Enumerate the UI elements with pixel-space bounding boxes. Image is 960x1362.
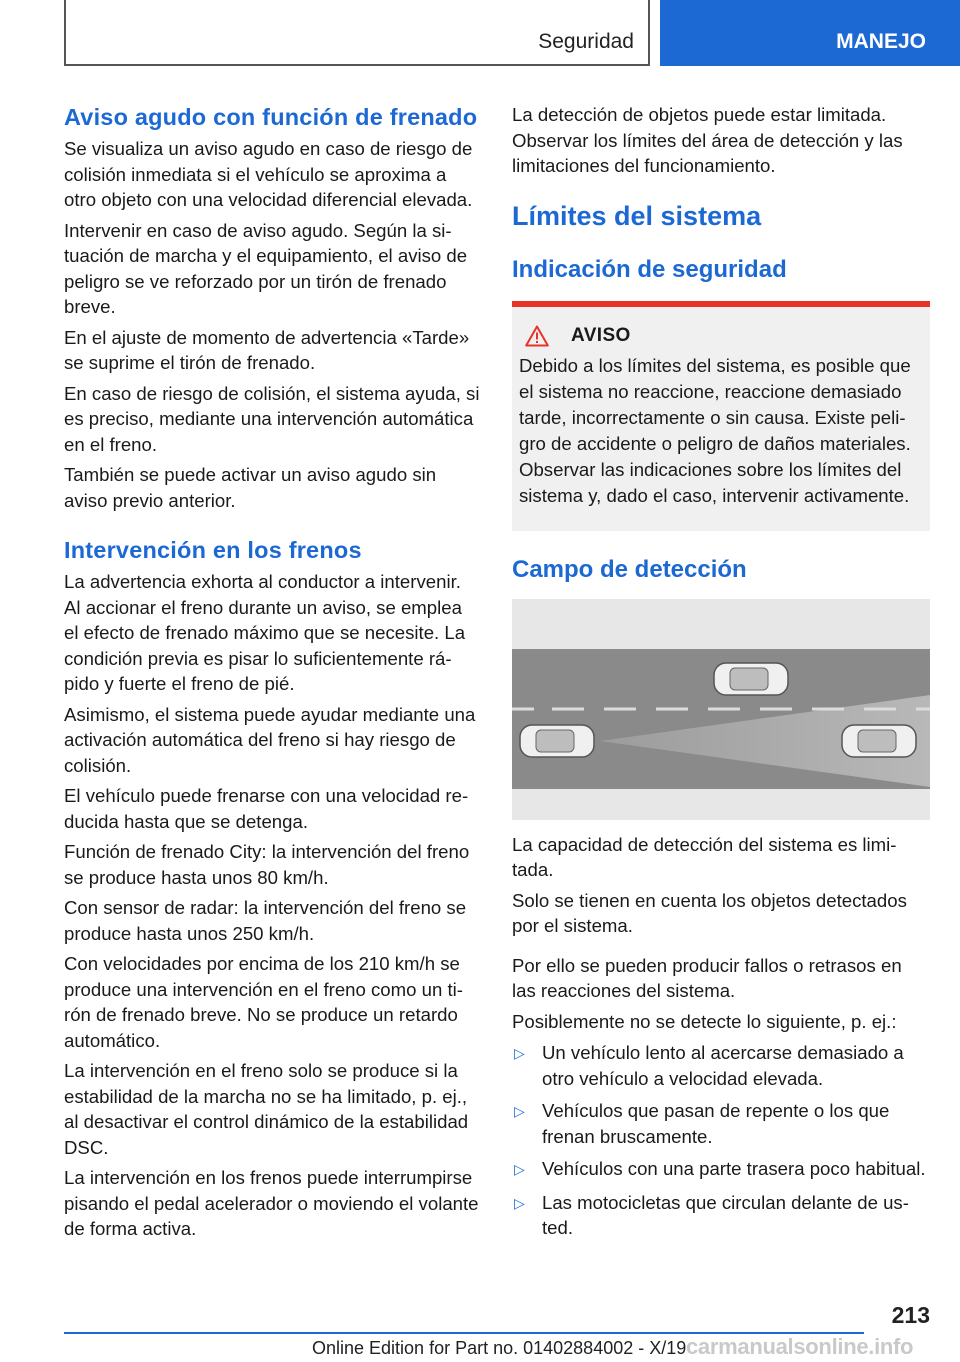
heading-safety-note: Indicación de seguridad [512, 255, 787, 283]
list-item-text: Las motocicletas que circulan delante de usted. [542, 1191, 909, 1238]
warning-triangle-icon [525, 325, 549, 347]
heading-acute-warning: Aviso agudo con función de frenado [64, 104, 478, 130]
undetected-objects-list [512, 1040, 930, 1241]
paragraph: Asimismo, el sistema puede ayudar mediante una activación automática del freno si hay riesgo de colisión. [64, 703, 476, 776]
paragraph: El vehículo puede frenarse con una velocidad reducida hasta que se detenga. [64, 785, 469, 832]
warning-header [519, 325, 922, 347]
warning-title: AVISO [571, 324, 631, 346]
paragraph: La advertencia exhorta al conductor a intervenir. Al accionar el freno durante un aviso, se emplea el efecto de frenado máximo que se necesite. La condición previa es pisar lo suficientemente rápido y fuerte el freno de pié. [64, 571, 466, 694]
warning-box [512, 301, 930, 531]
paragraph: Posiblemente no se detecte lo siguiente, p. ej.: [512, 1010, 897, 1032]
paragraph: En el ajuste de momento de advertencia «Tarde» se suprime el tirón de frenado. [64, 326, 470, 373]
paragraph: Función de frenado City: la intervención del freno se produce hasta unos 80 km/h. [64, 841, 470, 888]
paragraph: La intervención en el freno solo se produce si la estabilidad de la marcha no se ha limitado, p. ej., al desactivar el control dinámico de la estabilidad DSC. [64, 1060, 469, 1158]
car-own [520, 725, 594, 757]
car-front-left-lane [714, 663, 788, 695]
header-chapter-label: MANEJO [836, 30, 926, 53]
header-section-title: Seguridad [538, 30, 634, 53]
paragraph: También se puede activar un aviso agudo sin aviso previo anterior. [64, 464, 437, 511]
footer-edition: Online Edition for Part no. 01402884002 - X/19 [312, 1338, 687, 1358]
list-item [512, 1156, 930, 1183]
left-column [64, 102, 480, 1247]
car-front-same-lane [842, 725, 916, 757]
intro-paragraph: La detección de objetos puede estar limitada. Observar los límites del área de detección y las limitaciones del funcionamiento. [512, 104, 903, 176]
paragraph: Solo se tienen en cuenta los objetos detectados por el sistema. [512, 889, 907, 936]
bullet-triangle-icon: ▷ [514, 1045, 525, 1061]
heading-system-limits: Límites del sistema [512, 200, 762, 231]
paragraph: Con sensor de radar: la intervención del freno se produce hasta unos 250 km/h. [64, 897, 467, 944]
heading-detection-field: Campo de detección [512, 555, 747, 583]
page-number: 213 [891, 1302, 930, 1328]
paragraph: Con velocidades por encima de los 210 km/h se produce una intervención en el freno como un tirón de frenado breve. No se produce un retardo automático. [64, 953, 463, 1051]
list-item-text: Un vehículo lento al acercarse demasiado a otro vehículo a velocidad elevada. [542, 1042, 904, 1089]
warning-text: Debido a los límites del sistema, es posible que el sistema no reaccione, reaccione demasiado tarde, incorrectamente o sin causa. Existe peligro de accidente o peligro de daños materiales. Observar las indicaciones sobre los límites del sistema y, dado el caso, intervenir activamente. [519, 354, 911, 506]
paragraph: La intervención en los frenos puede interrumpirse pisando el pedal acelerador o moviendo el volante de forma activa. [64, 1167, 479, 1239]
paragraph: Intervenir en caso de aviso agudo. Según la situación de marcha y el equipamiento, el aviso de peligro se ve reforzado por un tirón de frenado breve. [64, 219, 468, 317]
detection-field-graphic [512, 599, 930, 820]
bullet-triangle-icon: ▷ [514, 1103, 525, 1119]
paragraph: Por ello se pueden producir fallos o retrasos en las reacciones del sistema. [512, 954, 902, 1001]
header-chapter-tab [660, 0, 960, 66]
right-column [512, 102, 930, 1248]
header-section-box [64, 0, 650, 66]
paragraph: La capacidad de detección del sistema es limitada. [512, 833, 897, 880]
list-item-text: Vehículos con una parte trasera poco habitual. [542, 1158, 926, 1179]
detection-field-illustration [512, 599, 930, 820]
list-item [512, 1190, 930, 1241]
list-item [512, 1098, 930, 1149]
paragraph: Se visualiza un aviso agudo en caso de riesgo de colisión inmediata si el vehículo se aproxima a otro objeto con una velocidad diferencial elevada. [64, 138, 473, 210]
bullet-triangle-icon: ▷ [514, 1161, 525, 1177]
paragraph: En caso de riesgo de colisión, el sistema ayuda, si es preciso, mediante una intervención automática en el freno. [64, 382, 480, 455]
list-item [512, 1040, 930, 1091]
heading-brake-intervention: Intervención en los frenos [64, 537, 362, 563]
bullet-triangle-icon: ▷ [514, 1194, 525, 1211]
list-item-text: Vehículos que pasan de repente o los que frenan bruscamente. [542, 1100, 890, 1147]
watermark-logo: carmanualsonline.info [686, 1334, 914, 1359]
